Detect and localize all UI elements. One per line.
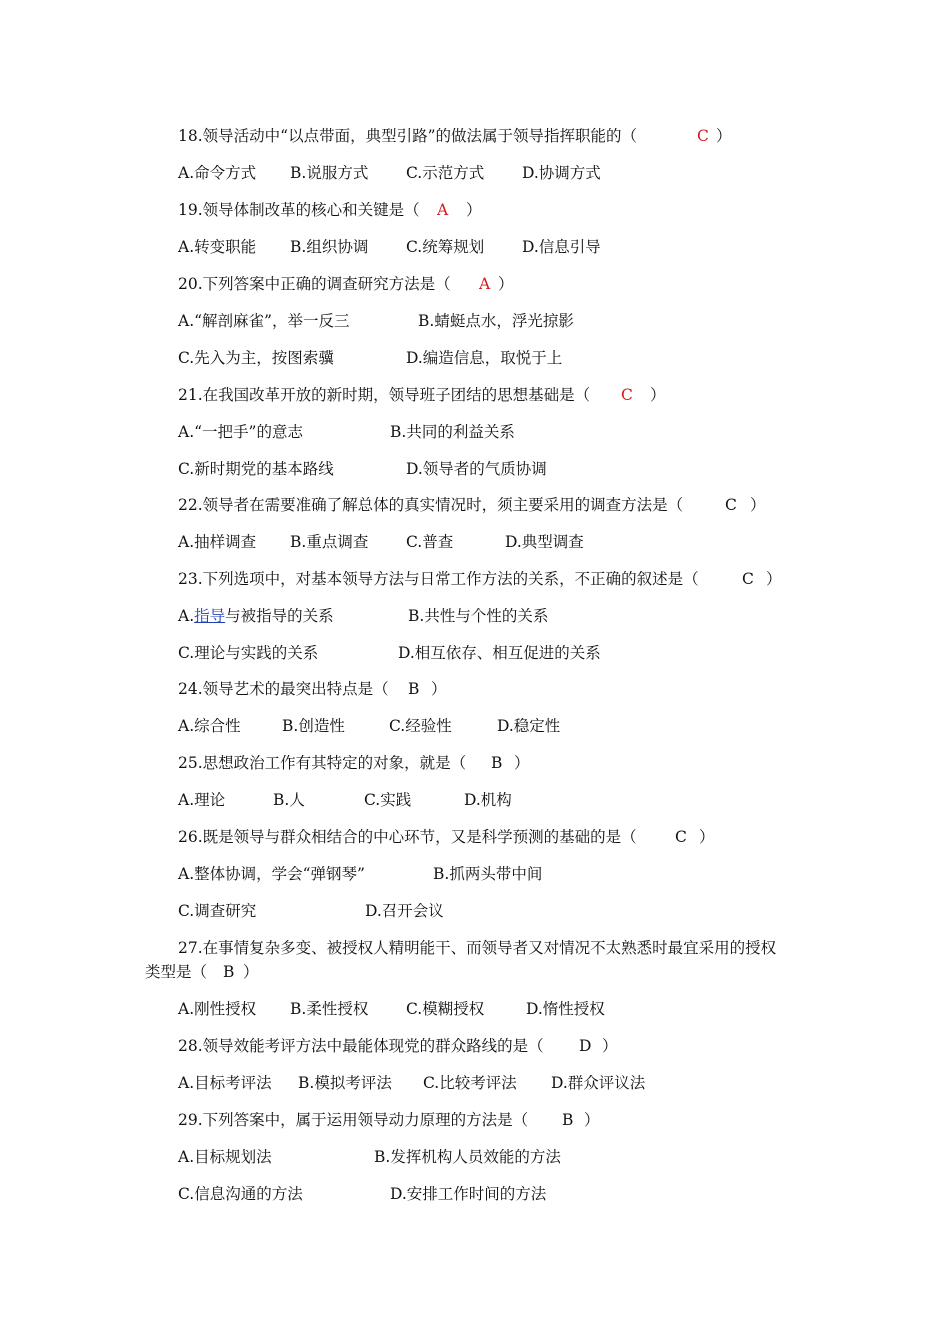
option-a: A.“一把手”的意志 <box>178 423 303 441</box>
answer-mark: A <box>479 275 491 293</box>
option-d: D.领导者的气质协调 <box>406 460 547 478</box>
option-b: B.共性与个性的关系 <box>408 607 549 625</box>
option-a: A.抽样调查 <box>178 533 257 551</box>
option-a: A.刚性授权 <box>178 1000 257 1018</box>
question-stem: 28.领导效能考评方法中最能体现党的群众路线的是（ <box>178 1037 544 1055</box>
answer-mark: B <box>562 1111 574 1129</box>
option-a: A.指导与被指导的关系 <box>178 607 334 625</box>
option-a: A.理论 <box>178 791 226 809</box>
option-c: C.信息沟通的方法 <box>178 1185 303 1203</box>
option-b: B.抓两头带中间 <box>433 865 543 883</box>
option-d: D.相互依存、相互促进的关系 <box>398 644 601 662</box>
question-stem: 20.下列答案中正确的调查研究方法是（ <box>178 275 451 293</box>
option-c: C.比较考评法 <box>423 1074 517 1092</box>
option-a: A.转变职能 <box>178 238 257 256</box>
question-stem: 27.在事情复杂多变、被授权人精明能干、而领导者又对情况不太熟悉时最宜采用的授权 <box>178 939 777 957</box>
option-b: B.发挥机构人员效能的方法 <box>374 1148 561 1166</box>
close-paren: ） <box>431 680 447 698</box>
answer-mark: C <box>725 496 737 514</box>
option-c: C.实践 <box>364 791 412 809</box>
option-a: A.命令方式 <box>178 164 257 182</box>
close-paren: ） <box>716 127 732 145</box>
option-a: A.综合性 <box>178 717 241 735</box>
option-b: B.蜻蜓点水，浮光掠影 <box>418 312 574 330</box>
close-paren: ） <box>584 1111 600 1129</box>
question-stem-continued: 类型是（ <box>145 963 208 981</box>
option-d: D.编造信息，取悦于上 <box>406 349 563 367</box>
option-d: D.稳定性 <box>497 717 561 735</box>
option-c: C.经验性 <box>389 717 452 735</box>
option-a: A.目标考评法 <box>178 1074 272 1092</box>
close-paren: ） <box>243 963 259 981</box>
option-b: B.柔性授权 <box>290 1000 369 1018</box>
answer-mark: C <box>675 828 687 846</box>
answer-mark: B <box>491 754 503 772</box>
answer-mark: C <box>742 570 754 588</box>
option-c: C.调查研究 <box>178 902 257 920</box>
option-c: C.先入为主，按图索骥 <box>178 349 334 367</box>
option-b: B.共同的利益关系 <box>390 423 515 441</box>
option-d: D.机构 <box>464 791 512 809</box>
answer-mark: B <box>223 963 235 981</box>
option-c: C.新时期党的基本路线 <box>178 460 334 478</box>
question-stem: 24.领导艺术的最突出特点是（ <box>178 680 389 698</box>
question-stem: 26.既是领导与群众相结合的中心环节，又是科学预测的基础的是（ <box>178 828 637 846</box>
option-c: C.模糊授权 <box>406 1000 485 1018</box>
option-d: D.惰性授权 <box>526 1000 605 1018</box>
answer-mark: B <box>408 680 420 698</box>
close-paren: ） <box>750 496 766 514</box>
option-b: B.人 <box>273 791 305 809</box>
close-paren: ） <box>514 754 530 772</box>
option-c: C.示范方式 <box>406 164 485 182</box>
option-c: C.理论与实践的关系 <box>178 644 319 662</box>
option-c: C.普查 <box>406 533 454 551</box>
option-d: D.信息引导 <box>522 238 601 256</box>
option-b: B.重点调查 <box>290 533 369 551</box>
close-paren: ） <box>699 828 715 846</box>
answer-mark: D <box>579 1037 592 1055</box>
close-paren: ） <box>650 386 666 404</box>
option-d: D.典型调查 <box>505 533 584 551</box>
close-paren: ） <box>602 1037 618 1055</box>
option-b: B.模拟考评法 <box>298 1074 392 1092</box>
option-d: D.群众评议法 <box>551 1074 646 1092</box>
question-stem: 29.下列答案中，属于运用领导动力原理的方法是（ <box>178 1111 529 1129</box>
option-d: D.协调方式 <box>522 164 601 182</box>
question-stem: 22.领导者在需要准确了解总体的真实情况时，须主要采用的调查方法是（ <box>178 496 684 514</box>
answer-mark: A <box>437 201 449 219</box>
question-stem: 21.在我国改革开放的新时期，领导班子团结的思想基础是（ <box>178 386 591 404</box>
option-c: C.统筹规划 <box>406 238 485 256</box>
option-a: A.整体协调，学会“弹钢琴” <box>178 865 365 883</box>
option-b: B.说服方式 <box>290 164 369 182</box>
answer-mark: C <box>697 127 709 145</box>
close-paren: ） <box>766 570 782 588</box>
question-stem: 25.思想政治工作有其特定的对象，就是（ <box>178 754 467 772</box>
option-d: D.召开会议 <box>365 902 444 920</box>
answer-mark: C <box>621 386 633 404</box>
question-stem: 19.领导体制改革的核心和关键是（ <box>178 201 420 219</box>
option-d: D.安排工作时间的方法 <box>390 1185 547 1203</box>
option-a: A.目标规划法 <box>178 1148 272 1166</box>
link-zhidao[interactable]: 指导 <box>194 607 226 625</box>
option-b: B.创造性 <box>282 717 345 735</box>
question-stem: 23.下列选项中，对基本领导方法与日常工作方法的关系，不正确的叙述是（ <box>178 570 699 588</box>
question-stem: 18.领导活动中“以点带面，典型引路”的做法属于领导指挥职能的（ <box>178 127 638 145</box>
close-paren: ） <box>498 275 514 293</box>
close-paren: ） <box>466 201 482 219</box>
option-a: A.“解剖麻雀”，举一反三 <box>178 312 350 330</box>
option-b: B.组织协调 <box>290 238 369 256</box>
